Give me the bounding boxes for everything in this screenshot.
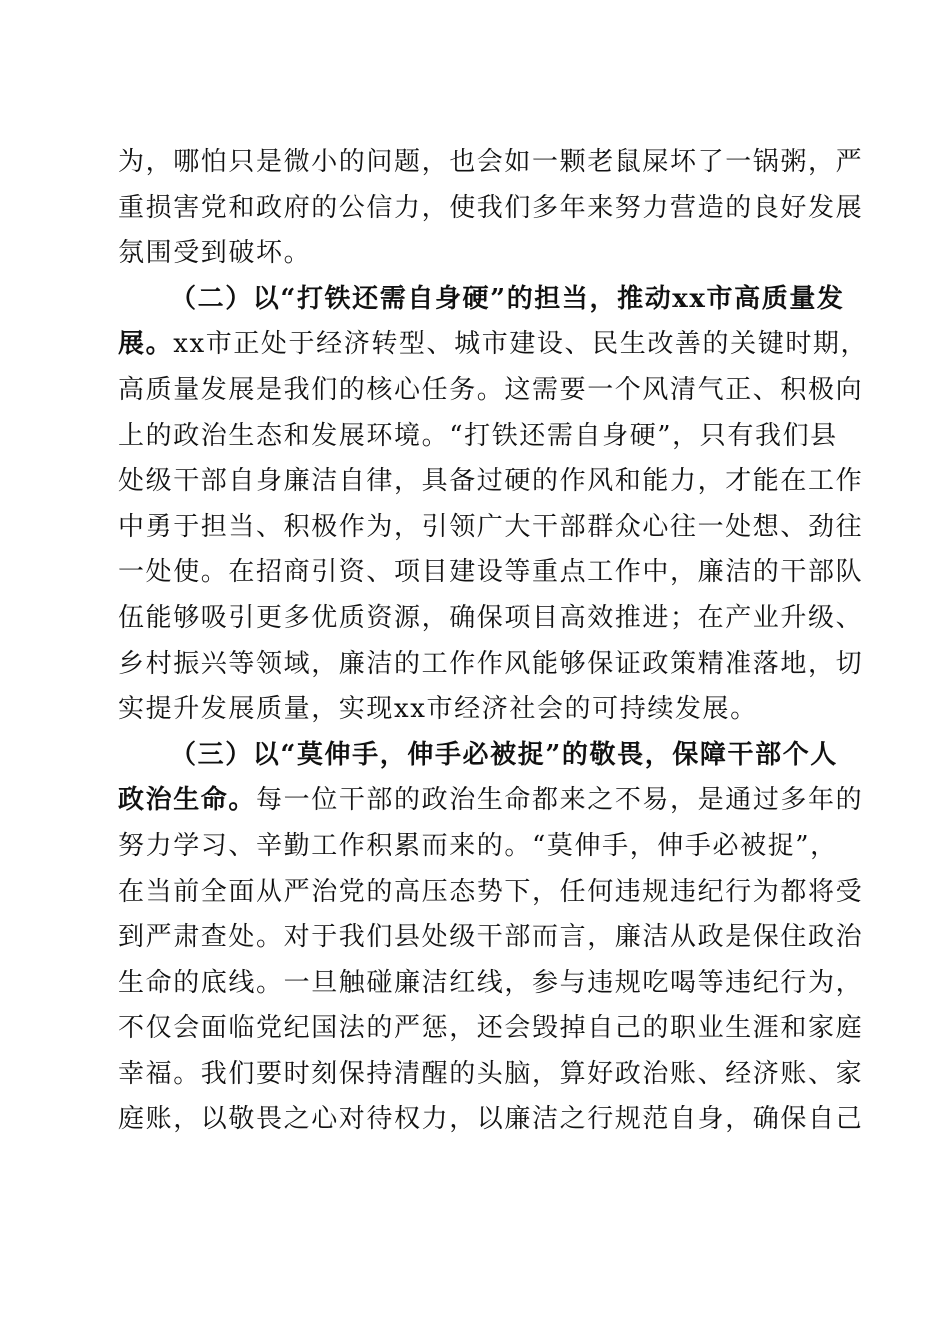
section-heading-line [118,277,845,323]
body-text [118,140,869,1143]
text-line [118,1052,864,1098]
text-line [118,550,864,596]
text-line [118,140,864,186]
text-segment: 为，哪怕只是微小的问题，也会如一颗老鼠屎坏了一锅粥，严 [118,147,864,177]
section-heading-line [118,733,838,779]
text-segment: 在当前全面从严治党的高压态势下，任何违规违纪行为都将受 [118,876,864,907]
text-segment: 处级干部自身廉洁自律，具备过硬的作风和能力，才能在工作 [118,466,864,497]
paragraph [118,277,869,733]
text-segment: 高质量发展是我们的核心任务。这需要一个风清气正、积极向 [118,374,864,405]
text-line [118,186,864,232]
text-line [118,778,864,824]
text-line [118,231,830,277]
text-segment: 到严肃查处。对于我们县处级干部而言，廉洁从政是保住政治 [118,922,864,953]
text-line [118,459,864,505]
text-segment: 伍能够吸引更多优质资源，确保项目高效推进；在产业升级、 [118,602,864,633]
text-line [118,915,864,961]
paragraph [118,140,864,277]
text-segment: 乡村振兴等领域，廉洁的工作作风能够保证政策精准落地，切 [118,648,864,679]
text-segment: 努力学习、辛勤工作积累而来的。“莫伸手，伸手必被捉”， [118,830,838,861]
text-segment: 中勇于担当、积极作为，引领广大干部群众心往一处想、劲往 [118,511,864,542]
text-line [118,824,838,870]
text-line [118,642,864,688]
text-segment: 庭账，以敬畏之心对待权力，以廉洁之行规范自身，确保自己 [118,1104,864,1135]
text-segment: 重损害党和政府的公信力，使我们多年来努力营造的良好发展 [118,192,864,223]
text-line [118,687,830,733]
section-heading: （二）以“打铁还需自身硬”的担当，推动xx市高质量发 [170,283,845,314]
text-line [118,414,838,460]
text-segment: 上的政治生态和发展环境。“打铁还需自身硬”，只有我们县 [118,420,838,451]
text-line [118,505,864,551]
text-line [118,961,864,1007]
text-segment: 生命的底线。一旦触碰廉洁红线，参与违规吃喝等违纪行为， [118,967,864,998]
paragraph [118,733,864,1143]
text-line [118,1097,864,1143]
text-segment: 幸福。我们要时刻保持清醒的头脑，算好政治账、经济账、家 [118,1058,864,1089]
text-line [118,596,864,642]
text-line [118,322,869,368]
text-segment: 实提升发展质量，实现xx市经济社会的可持续发展。 [118,694,758,725]
text-segment: xx市正处于经济转型、城市建设、民生改善的关键时期， [173,329,869,360]
section-heading: 展。 [118,329,174,360]
text-line [118,368,864,414]
text-line [118,1006,864,1052]
section-heading: 政治生命。 [118,785,257,816]
text-segment: 不仅会面临党纪国法的严惩，还会毁掉自己的职业生涯和家庭 [118,1013,864,1044]
section-heading: （三）以“莫伸手，伸手必被捉”的敬畏，保障干部个人 [170,739,838,770]
text-segment: 一处使。在招商引资、项目建设等重点工作中，廉洁的干部队 [118,557,864,588]
text-segment: 氛围受到破坏。 [118,238,312,269]
text-segment: 每一位干部的政治生命都来之不易，是通过多年的 [256,785,864,816]
text-line [118,870,864,916]
